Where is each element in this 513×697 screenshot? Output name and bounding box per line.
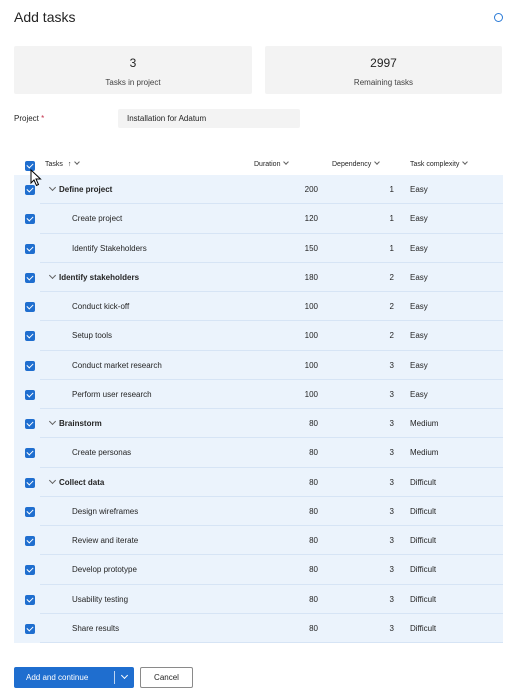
row-checkbox[interactable] [25,244,35,254]
task-complexity: Easy [410,331,428,341]
chevron-down-icon[interactable] [49,476,56,483]
task-complexity: Difficult [410,477,437,487]
dialog-title: Add tasks [14,9,76,25]
add-and-continue-label: Add and continue [26,673,89,682]
chevron-down-icon[interactable] [49,272,56,279]
task-row[interactable] [14,380,503,409]
task-group-row[interactable] [14,468,503,497]
row-checkbox[interactable] [25,536,35,546]
row-checkbox[interactable] [25,478,35,488]
task-group-row[interactable] [14,263,503,292]
task-complexity: Medium [410,448,439,458]
task-name: Conduct kick-off [72,302,130,311]
task-dependency: 1 [389,214,394,224]
task-complexity: Easy [410,214,428,224]
column-header-tasks[interactable] [45,161,79,168]
row-divider [40,642,503,643]
task-dependency: 3 [389,594,394,604]
task-duration: 100 [304,389,318,399]
cancel-button[interactable]: Cancel [140,667,193,688]
task-name: Usability testing [72,594,129,604]
task-name: Collect data [59,477,105,487]
chevron-down-icon [284,159,290,165]
column-header-label: Dependency [332,161,372,168]
chevron-down-icon[interactable] [121,672,128,679]
task-name: Conduct market research [72,360,162,370]
task-row[interactable] [14,438,503,467]
project-field[interactable]: Installation for Adatum [118,109,300,128]
task-row[interactable] [14,351,503,380]
task-name: Identify stakeholders [59,272,140,282]
task-duration: 200 [304,185,318,194]
task-complexity: Difficult [410,594,437,604]
task-name: Create project [72,214,123,224]
task-name: Identify Stakeholders [72,243,147,253]
task-dependency: 3 [389,536,394,545]
split-divider [114,671,115,684]
task-dependency: 3 [389,389,394,399]
add-and-continue-button[interactable] [14,667,134,688]
task-dependency: 3 [389,419,394,428]
task-complexity: Easy [410,243,428,253]
summary-label: Remaining tasks [353,78,414,87]
row-checkbox[interactable] [25,390,35,400]
task-dependency: 3 [389,360,394,370]
task-duration: 80 [309,536,318,545]
task-dependency: 2 [389,272,394,282]
task-complexity: Difficult [410,623,437,633]
chevron-down-icon [463,159,469,165]
row-checkbox[interactable] [25,273,35,283]
project-label [14,114,44,123]
row-checkbox[interactable] [25,419,35,429]
row-checkbox[interactable] [25,565,35,575]
column-header-label: Task complexity [410,161,460,168]
task-duration: 80 [309,594,318,604]
chevron-down-icon [374,159,380,165]
task-dependency: 3 [389,448,394,458]
task-complexity: Easy [410,389,428,399]
task-dependency: 1 [389,185,394,194]
task-complexity: Medium [410,419,439,428]
task-row[interactable] [14,321,503,350]
grid-header [14,157,503,175]
column-header-duration[interactable] [254,161,288,168]
task-name: Define project [59,185,113,194]
project-label-text: Project [14,114,39,123]
row-checkbox[interactable] [25,361,35,371]
task-complexity: Easy [410,302,428,311]
task-dependency: 3 [389,477,394,487]
task-name: Share results [72,623,120,633]
summary-value: 2997 [370,56,397,70]
task-row[interactable] [14,234,503,263]
task-duration: 150 [304,243,318,253]
task-row[interactable] [14,204,503,233]
task-duration: 180 [304,272,318,282]
task-complexity: Difficult [410,536,437,545]
summary-card-tasks-in-project [14,46,252,94]
task-duration: 80 [309,623,318,633]
task-duration: 80 [309,448,318,458]
chevron-down-icon[interactable] [49,184,56,191]
task-duration: 80 [309,419,318,428]
mouse-pointer-icon [30,169,42,187]
row-checkbox[interactable] [25,331,35,341]
task-group-row[interactable] [14,409,503,438]
task-group-row[interactable] [14,175,503,204]
task-name: Create personas [72,448,132,458]
task-dependency: 3 [389,506,394,516]
task-complexity: Easy [410,185,428,194]
task-complexity: Difficult [410,506,437,516]
task-name: Perform user research [72,389,152,399]
column-header-dependency[interactable] [332,161,379,168]
task-dependency: 3 [389,623,394,633]
task-duration: 120 [304,214,318,224]
row-checkbox[interactable] [25,595,35,605]
chevron-down-icon [75,159,81,165]
task-duration: 80 [309,506,318,516]
task-duration: 80 [309,565,318,575]
task-name: Design wireframes [72,506,139,516]
row-checkbox[interactable] [25,302,35,312]
task-dependency: 1 [389,243,394,253]
row-checkbox[interactable] [25,507,35,517]
column-header-complexity[interactable] [410,161,467,168]
row-checkbox[interactable] [25,214,35,224]
task-complexity: Easy [410,360,428,370]
task-row[interactable] [14,585,503,614]
circle-icon[interactable] [494,13,503,22]
summary-card-remaining-tasks [265,46,502,94]
row-checkbox[interactable] [25,448,35,458]
summary-value: 3 [129,56,137,70]
task-dependency: 2 [389,331,394,341]
task-dependency: 3 [389,565,394,575]
required-mark: * [41,114,45,123]
task-name: Review and iterate [72,536,139,545]
chevron-down-icon[interactable] [49,418,56,425]
task-name: Setup tools [72,331,113,341]
task-name: Develop prototype [72,565,137,575]
column-header-label: Tasks [45,161,63,168]
task-row[interactable] [14,292,503,321]
task-row[interactable] [14,555,503,584]
summary-label: Tasks in project [105,78,161,87]
task-row[interactable] [14,614,503,643]
sort-ascending-icon: ↑ [67,161,72,168]
task-duration: 100 [304,360,318,370]
task-row[interactable] [14,526,503,555]
row-checkbox[interactable] [25,624,35,634]
task-complexity: Difficult [410,565,437,575]
task-name: Brainstorm [59,419,102,428]
task-complexity: Easy [410,272,428,282]
column-header-label: Duration [254,161,281,168]
task-duration: 100 [304,302,318,311]
task-duration: 100 [304,331,318,341]
task-dependency: 2 [389,302,394,311]
task-duration: 80 [309,477,318,487]
task-row[interactable] [14,497,503,526]
